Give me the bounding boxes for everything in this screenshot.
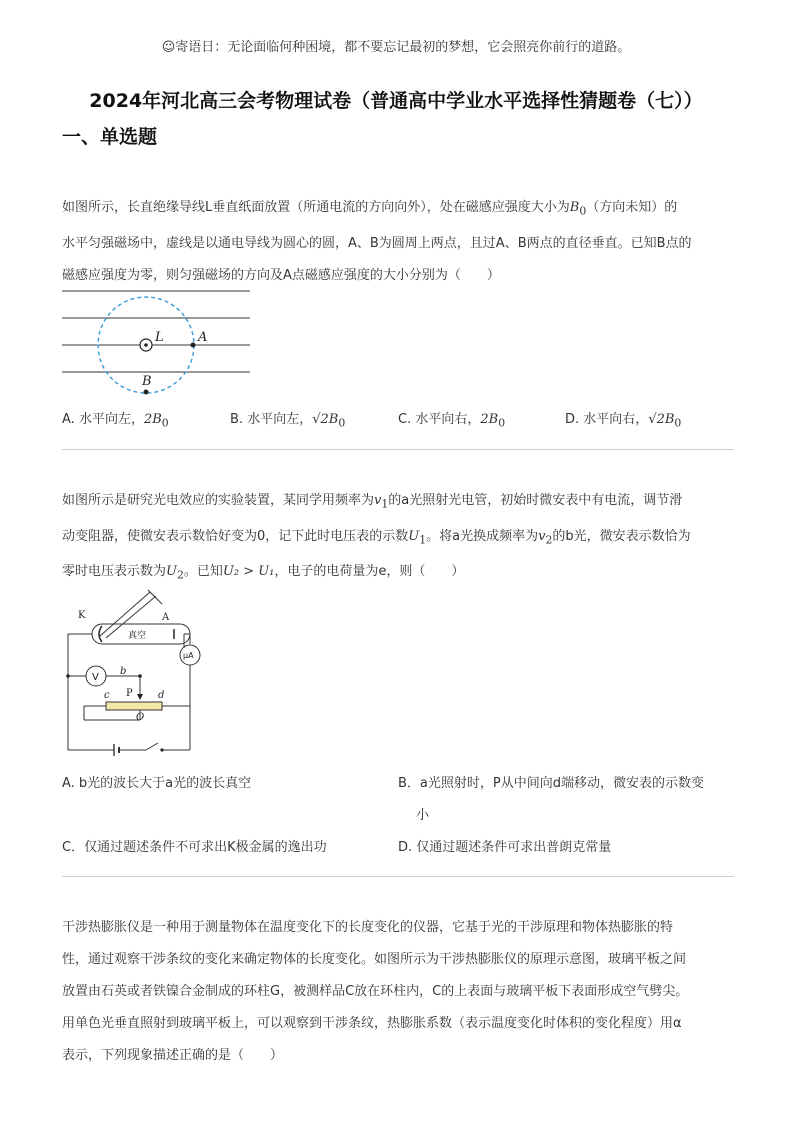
q1-label-L: L xyxy=(155,330,164,345)
divider xyxy=(62,449,734,450)
q2-label-c: c xyxy=(104,690,110,701)
exam-title: 2024年河北高三会考物理试卷（普通高中学业水平选择性猜题卷（七）） xyxy=(89,90,703,112)
q2-label-O: O xyxy=(136,712,145,723)
q2-stem: 如图所示是研究光电效应的实验装置，某同学用频率为$v_1$的a光照射光电管，初始时微安表中有电流，调节滑 动变阻器，使微安表示数恰好变为0，记下此时电压表的示数$U_1$。将a光换成频率为$v_2$的b光，微安表示数恰为 零时电压表示数为$U_2$。已知U₂ > U₁，电子的电荷量为e，则（ ） xyxy=(62,493,691,582)
q2-option-b[interactable]: B．a光照射时，P从中间向d端移动，微安表的示数变 xyxy=(398,776,704,791)
q1-magnetic-field-figure xyxy=(62,284,252,400)
q2-label-A: A xyxy=(162,612,170,623)
q1-option-c[interactable]: C. 水平向右，$2B_0$ xyxy=(398,412,506,430)
q2-option-c[interactable]: C．仅通过题述条件不可求出K极金属的逸出功 xyxy=(62,840,327,855)
q2-label-vacuum: 真空 xyxy=(128,631,147,641)
q2-option-d[interactable]: D. 仅通过题述条件可求出普朗克常量 xyxy=(398,840,612,855)
q2-label-K: K xyxy=(78,610,86,621)
motto-line: ☺寄语日：无论面临何种困境，都不要忘记最初的梦想，它会照亮你前行的道路。 xyxy=(161,40,631,55)
q2-label-P: P xyxy=(126,688,133,699)
divider xyxy=(62,876,734,877)
q1-label-B: B xyxy=(142,374,152,389)
q1-stem: 如图所示，长直绝缘导线L垂直纸面放置（所通电流的方向向外），处在磁感应强度大小为$B_0$（方向未知）的 水平匀强磁场中，虚线是以通电导线为圆心的圆，A、B为圆周上两点，且过A、B两点的直径垂直。已知B点的 磁感应强度为零，则匀强磁场的方向及A点磁感应强度的大小分别为（ ） xyxy=(62,200,692,283)
q2-label-b: b xyxy=(120,666,127,677)
q1-label-A: A xyxy=(198,330,208,345)
q2-label-d: d xyxy=(158,690,165,701)
q1-option-d[interactable]: D. 水平向右，$√2B_0$ xyxy=(565,412,682,430)
q2-label-microammeter: μA xyxy=(183,651,194,660)
q1-option-b[interactable]: B. 水平向左，$√2B_0$ xyxy=(230,412,346,430)
q2-label-voltmeter: V xyxy=(92,672,99,683)
q3-stem: 干涉热膨胀仪是一种用于测量物体在温度变化下的长度变化的仪器，它基于光的干涉原理和物体热膨胀的特 性，通过观察干涉条纹的变化来确定物体的长度变化。如图所示为干涉热膨胀仪的原理示意图，玻璃平板之间 放置由石英或者铁镍合金制成的环柱G，被测样品C放在环柱内，C的上表面与玻璃平板下表面形成空气劈尖。 用单色光垂直照射到玻璃平板上，可以观察到干涉条纹，热膨胀系数（表示温度变化时体积的变化程度）用α 表示，下列现象描述正确的是（ ） xyxy=(62,920,689,1063)
section-heading: 一、单选题 xyxy=(62,126,158,148)
q2-photoelectric-circuit-figure xyxy=(62,586,202,756)
q2-option-b-continued: 小 xyxy=(416,808,430,823)
q2-option-a[interactable]: A. b光的波长大于a光的波长真空 xyxy=(62,776,252,791)
q1-option-a[interactable]: A. 水平向左，$2B_0$ xyxy=(62,412,169,430)
